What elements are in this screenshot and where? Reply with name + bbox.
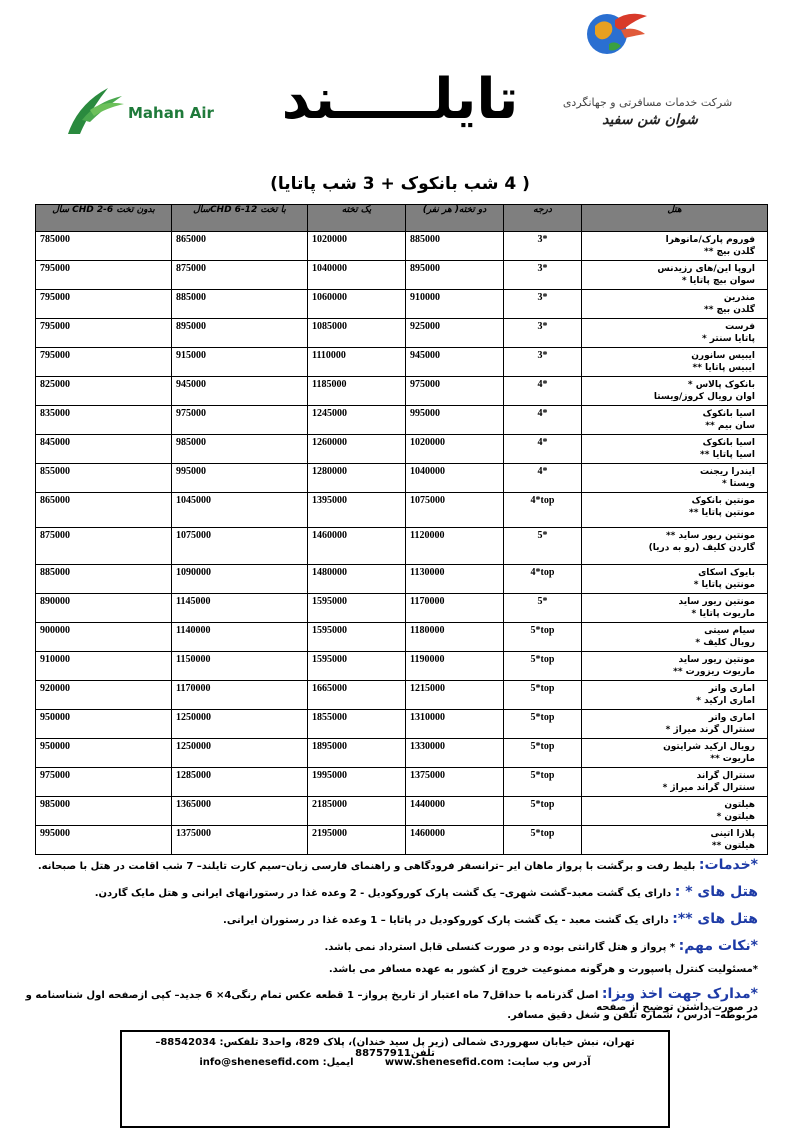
cell-chd-nobed: 900000 [36,623,172,652]
hotel-bangkok: فوروم پارک/مانوهرا [665,235,755,245]
note-hotels1-key: هتل های **: [672,911,758,927]
cell-chd-nobed: 795000 [36,319,172,348]
table-row [36,232,768,261]
cell-chd-bed: 1250000 [172,710,308,739]
cell-chd-nobed: 950000 [36,710,172,739]
hotel-bangkok: بانکوک پالاس * [687,380,755,390]
cell-chd-bed: 1150000 [172,652,308,681]
cell-single: 2185000 [308,797,406,826]
table-row [36,319,768,348]
cell-chd-nobed: 855000 [36,464,172,493]
table-row [36,406,768,435]
cell-chd-bed: 1375000 [172,826,308,855]
cell-degree: 5* [504,528,582,565]
cell-single: 1665000 [308,681,406,710]
cell-chd-bed: 1365000 [172,797,308,826]
company-globe-logo [585,6,649,58]
cell-chd-bed: 985000 [172,435,308,464]
email-link[interactable]: info@shenesefid.com [199,1057,320,1068]
cell-chd-bed: 1170000 [172,681,308,710]
cell-hotel [582,348,768,377]
table-row [36,565,768,594]
cell-chd-bed: 1045000 [172,493,308,528]
cell-chd-nobed: 885000 [36,565,172,594]
hotel-bangkok: سیام سیتی [704,626,755,636]
cell-double: 910000 [406,290,504,319]
cell-single: 1060000 [308,290,406,319]
header-single: یک تخته [308,205,406,232]
cell-double: 945000 [406,348,504,377]
cell-degree: 3* [504,348,582,377]
cell-chd-bed: 1090000 [172,565,308,594]
cell-degree: 4* [504,464,582,493]
cell-chd-bed: 995000 [172,464,308,493]
hotel-pattaya: گاردن کلیف (رو به دریا) [648,543,755,553]
cell-chd-nobed: 795000 [36,261,172,290]
hotel-bangkok: فرست [725,322,755,332]
cell-double: 1075000 [406,493,504,528]
hotel-bangkok: ایندرا ریجنت [700,467,755,477]
cell-chd-bed: 895000 [172,319,308,348]
cell-degree: 5*top [504,652,582,681]
note-hotels1-text: دارای یک گشت معبد - یک گشت پارک کوروکودیل در پاتایا – 1 وعده غذا در رستوران ایرانی. [223,915,673,926]
cell-degree: 5*top [504,797,582,826]
email-label: ایمیل: [322,1057,354,1068]
cell-double: 925000 [406,319,504,348]
hotel-bangkok: اماری واتر [708,713,755,723]
table-row [36,377,768,406]
note-hotels2-key: هتل های * : [674,884,758,900]
hotel-pattaya: سان بیم ** [705,421,755,431]
cell-single: 1260000 [308,435,406,464]
cell-double: 1460000 [406,826,504,855]
cell-hotel [582,594,768,623]
cell-single: 1040000 [308,261,406,290]
cell-double: 1120000 [406,528,504,565]
cell-hotel [582,739,768,768]
website-link[interactable]: www.shenesefid.com [384,1057,504,1068]
table-row [36,826,768,855]
cell-double: 1440000 [406,797,504,826]
company-brand: شوان شن سفید [602,112,698,128]
cell-chd-bed: 945000 [172,377,308,406]
cell-chd-bed: 1140000 [172,623,308,652]
cell-chd-nobed: 795000 [36,348,172,377]
cell-double: 975000 [406,377,504,406]
hotel-pattaya: هیلتون ** [711,841,755,851]
hotel-bangkok: مونتین ریور ساید ** [665,531,755,541]
cell-hotel [582,232,768,261]
table-row [36,710,768,739]
cell-chd-nobed: 875000 [36,528,172,565]
cell-chd-bed: 1145000 [172,594,308,623]
hotel-bangkok: هیلتون [724,800,755,810]
cell-degree: 4* [504,406,582,435]
note-important [18,938,758,954]
table-row [36,739,768,768]
note-hotels2-text: دارای یک گشت معبد–گشت شهری– یک گشت پارک کوروکودیل - 2 وعده غذا در رستورانهای ایرانی و هتل مایک گاردن. [94,888,675,899]
cell-single: 1185000 [308,377,406,406]
cell-degree: 4* [504,435,582,464]
note-visa [18,986,758,1013]
cell-single: 1595000 [308,652,406,681]
table-row [36,594,768,623]
cell-chd-bed: 875000 [172,261,308,290]
cell-hotel [582,528,768,565]
cell-double: 1190000 [406,652,504,681]
header-degree: درجه [504,205,582,232]
cell-single: 2195000 [308,826,406,855]
cell-single: 1110000 [308,348,406,377]
cell-double: 1040000 [406,464,504,493]
cell-hotel [582,290,768,319]
cell-degree: 3* [504,261,582,290]
hotel-bangkok: رویال ارکید شرایتون [663,742,755,752]
cell-chd-bed: 1250000 [172,739,308,768]
hotel-bangkok: اسیا بانکوک [702,409,755,419]
cell-single: 1480000 [308,565,406,594]
hotel-pattaya: سنترال گراند میراژ * [662,783,755,793]
cell-hotel [582,652,768,681]
hotel-pattaya: گلدن بیچ ** [703,305,755,315]
page-title: تایلـــــند [281,67,519,132]
note-services [18,857,758,873]
hotel-bangkok: مونتین بانکوک [691,496,755,506]
cell-hotel [582,826,768,855]
note-important-text: * پرواز و هتل گارانتی بوده و در صورت کنسلی قابل استرداد نمی باشد. [324,942,679,953]
note-responsibility: *مسئولیت کنترل پاسپورت و هرگونه ممنوعیت خروج از کشور به عهده مسافر می باشد. [328,964,758,975]
hotel-pattaya: ماریوت ** [710,754,755,764]
note-visa-text: اصل گذرنامه با حداقل7 ماه اعتبار از تاریخ پرواز– 1 قطعه عکس تمام رنگی4× 6 جدید– کپی ازصفحه اول شناسنامه و در صورت داشتن توضیح از صفحه [25,990,758,1013]
table-row [36,261,768,290]
cell-degree: 5*top [504,623,582,652]
hotel-bangkok: مندرین [723,293,755,303]
note-visa-key: *مدارک جهت اخذ ویزا: [601,986,758,1002]
cell-degree: 5* [504,594,582,623]
table-row [36,493,768,528]
cell-hotel [582,464,768,493]
cell-chd-bed: 1285000 [172,768,308,797]
hotel-pattaya: ویستا * [721,479,755,489]
hotel-pattaya: ماریوت پاتایا * [691,609,755,619]
table-row [36,681,768,710]
cell-double: 1170000 [406,594,504,623]
table-row [36,797,768,826]
hotel-bangkok: ایبیس سانورن [691,351,755,361]
hotel-bangkok: بایوک اسکای [698,568,755,578]
hotel-pattaya: ماریوت ریزورت ** [673,667,755,677]
cell-single: 1245000 [308,406,406,435]
cell-single: 1395000 [308,493,406,528]
cell-double: 1020000 [406,435,504,464]
table-header-row [36,205,768,232]
cell-hotel [582,623,768,652]
table-row [36,348,768,377]
note-important-key: *نکات مهم: [678,938,758,954]
cell-hotel [582,377,768,406]
cell-double: 995000 [406,406,504,435]
cell-double: 1130000 [406,565,504,594]
cell-degree: 3* [504,290,582,319]
hotel-pattaya: اوان رویال کروز/ویستا [653,392,755,402]
cell-double: 1180000 [406,623,504,652]
hotel-bangkok: اسیا بانکوک [702,438,755,448]
cell-chd-nobed: 845000 [36,435,172,464]
table-row [36,435,768,464]
cell-chd-bed: 975000 [172,406,308,435]
cell-chd-nobed: 825000 [36,377,172,406]
hotel-bangkok: اروپا این/های رزیدنس [657,264,755,274]
cell-double: 885000 [406,232,504,261]
header-chd-nobed: بدون تخت CHD 2-6 سال [36,205,172,232]
cell-degree: 4*top [504,565,582,594]
cell-hotel [582,710,768,739]
cell-chd-bed: 885000 [172,290,308,319]
cell-degree: 5*top [504,681,582,710]
cell-double: 1375000 [406,768,504,797]
header-double: دو تخته( هر نفر) [406,205,504,232]
cell-hotel [582,319,768,348]
cell-degree: 3* [504,232,582,261]
hotel-pattaya: گلدن بیچ ** [703,247,755,257]
cell-hotel [582,768,768,797]
cell-double: 1310000 [406,710,504,739]
table-row [36,528,768,565]
cell-degree: 4* [504,377,582,406]
hotel-bangkok: مونتین ریور ساید [678,655,755,665]
cell-chd-nobed: 785000 [36,232,172,261]
hotel-pattaya: هیلتون * [716,812,755,822]
table-row [36,652,768,681]
cell-degree: 5*top [504,826,582,855]
hotel-bangkok: مونتین ریور ساید [678,597,755,607]
cell-single: 1085000 [308,319,406,348]
cell-hotel [582,493,768,528]
table-row [36,464,768,493]
hotel-pattaya: مونتین پاتایا ** [689,508,755,518]
note-hotels-1 [18,911,758,927]
footer-contact [130,1057,660,1068]
cell-double: 1330000 [406,739,504,768]
cell-degree: 5*top [504,739,582,768]
table-row [36,768,768,797]
note-services-text: بلیط رفت و برگشت با پرواز ماهان ایر –ترانسفر فرودگاهی و راهنمای فارسی زبان–سیم کارت تایلند– 7 شب اقامت در هتل با صبحانه. [37,861,699,872]
hotel-pattaya: سنترال گرند میراژ * [665,725,755,735]
table-row [36,290,768,319]
cell-double: 1215000 [406,681,504,710]
cell-chd-nobed: 835000 [36,406,172,435]
cell-single: 1595000 [308,623,406,652]
cell-chd-nobed: 910000 [36,652,172,681]
cell-chd-nobed: 950000 [36,739,172,768]
hotel-bangkok: سنترال گراند [696,771,755,781]
cell-double: 895000 [406,261,504,290]
cell-chd-nobed: 975000 [36,768,172,797]
cell-chd-nobed: 890000 [36,594,172,623]
hotel-bangkok: پلازا اتینی [710,829,755,839]
cell-hotel [582,406,768,435]
cell-chd-nobed: 995000 [36,826,172,855]
cell-single: 1595000 [308,594,406,623]
cell-single: 1020000 [308,232,406,261]
cell-chd-nobed: 865000 [36,493,172,528]
footer-address: تهران، نبش خیابان سهروردی شمالی (زیر پل سید خندان)، پلاک 829، واحد3 تلفکس: 88542034– تلفن88757911 [155,1037,635,1059]
cell-degree: 3* [504,319,582,348]
company-name: شرکت خدمات مسافرتی و جهانگردی [562,96,733,109]
header-hotel: هتل [582,205,768,232]
cell-chd-nobed: 795000 [36,290,172,319]
cell-chd-bed: 915000 [172,348,308,377]
table-row [36,623,768,652]
cell-chd-bed: 865000 [172,232,308,261]
page-subtitle: ( 4 شب بانکوک + 3 شب پاتایا) [270,174,530,194]
header-chd-bed: با تخت CHD 6-12سال [172,205,308,232]
hotel-pattaya: پاتایا سنتر * [701,334,755,344]
cell-chd-nobed: 920000 [36,681,172,710]
hotel-pattaya: اسیا پاتایا ** [700,450,755,460]
cell-single: 1280000 [308,464,406,493]
note-visa-cont: مربوطه– آدرس ، شماره تلفن و شغل دقیق مسافر. [507,1010,758,1021]
cell-degree: 5*top [504,710,582,739]
hotel-pattaya: رویال کلیف * [695,638,755,648]
price-table [35,204,768,855]
cell-hotel [582,797,768,826]
cell-hotel [582,681,768,710]
hotel-pattaya: ایبیس پاتایا ** [692,363,755,373]
airline-name: Mahan Air [128,104,214,122]
cell-single: 1895000 [308,739,406,768]
cell-chd-bed: 1075000 [172,528,308,565]
website-label: آدرس وب سایت: [507,1057,591,1068]
cell-degree: 5*top [504,768,582,797]
cell-single: 1460000 [308,528,406,565]
hotel-bangkok: اماری واتر [708,684,755,694]
hotel-pattaya: اماری ارکید * [696,696,755,706]
cell-chd-nobed: 985000 [36,797,172,826]
cell-degree: 4*top [504,493,582,528]
cell-hotel [582,261,768,290]
cell-single: 1855000 [308,710,406,739]
hotel-pattaya: مونتین پاتایا * [693,580,755,590]
note-services-key: *خدمات: [698,857,758,873]
note-hotels-2 [18,884,758,900]
cell-hotel [582,565,768,594]
hotel-pattaya: سوان بیچ پاتایا * [681,276,755,286]
cell-single: 1995000 [308,768,406,797]
cell-hotel [582,435,768,464]
